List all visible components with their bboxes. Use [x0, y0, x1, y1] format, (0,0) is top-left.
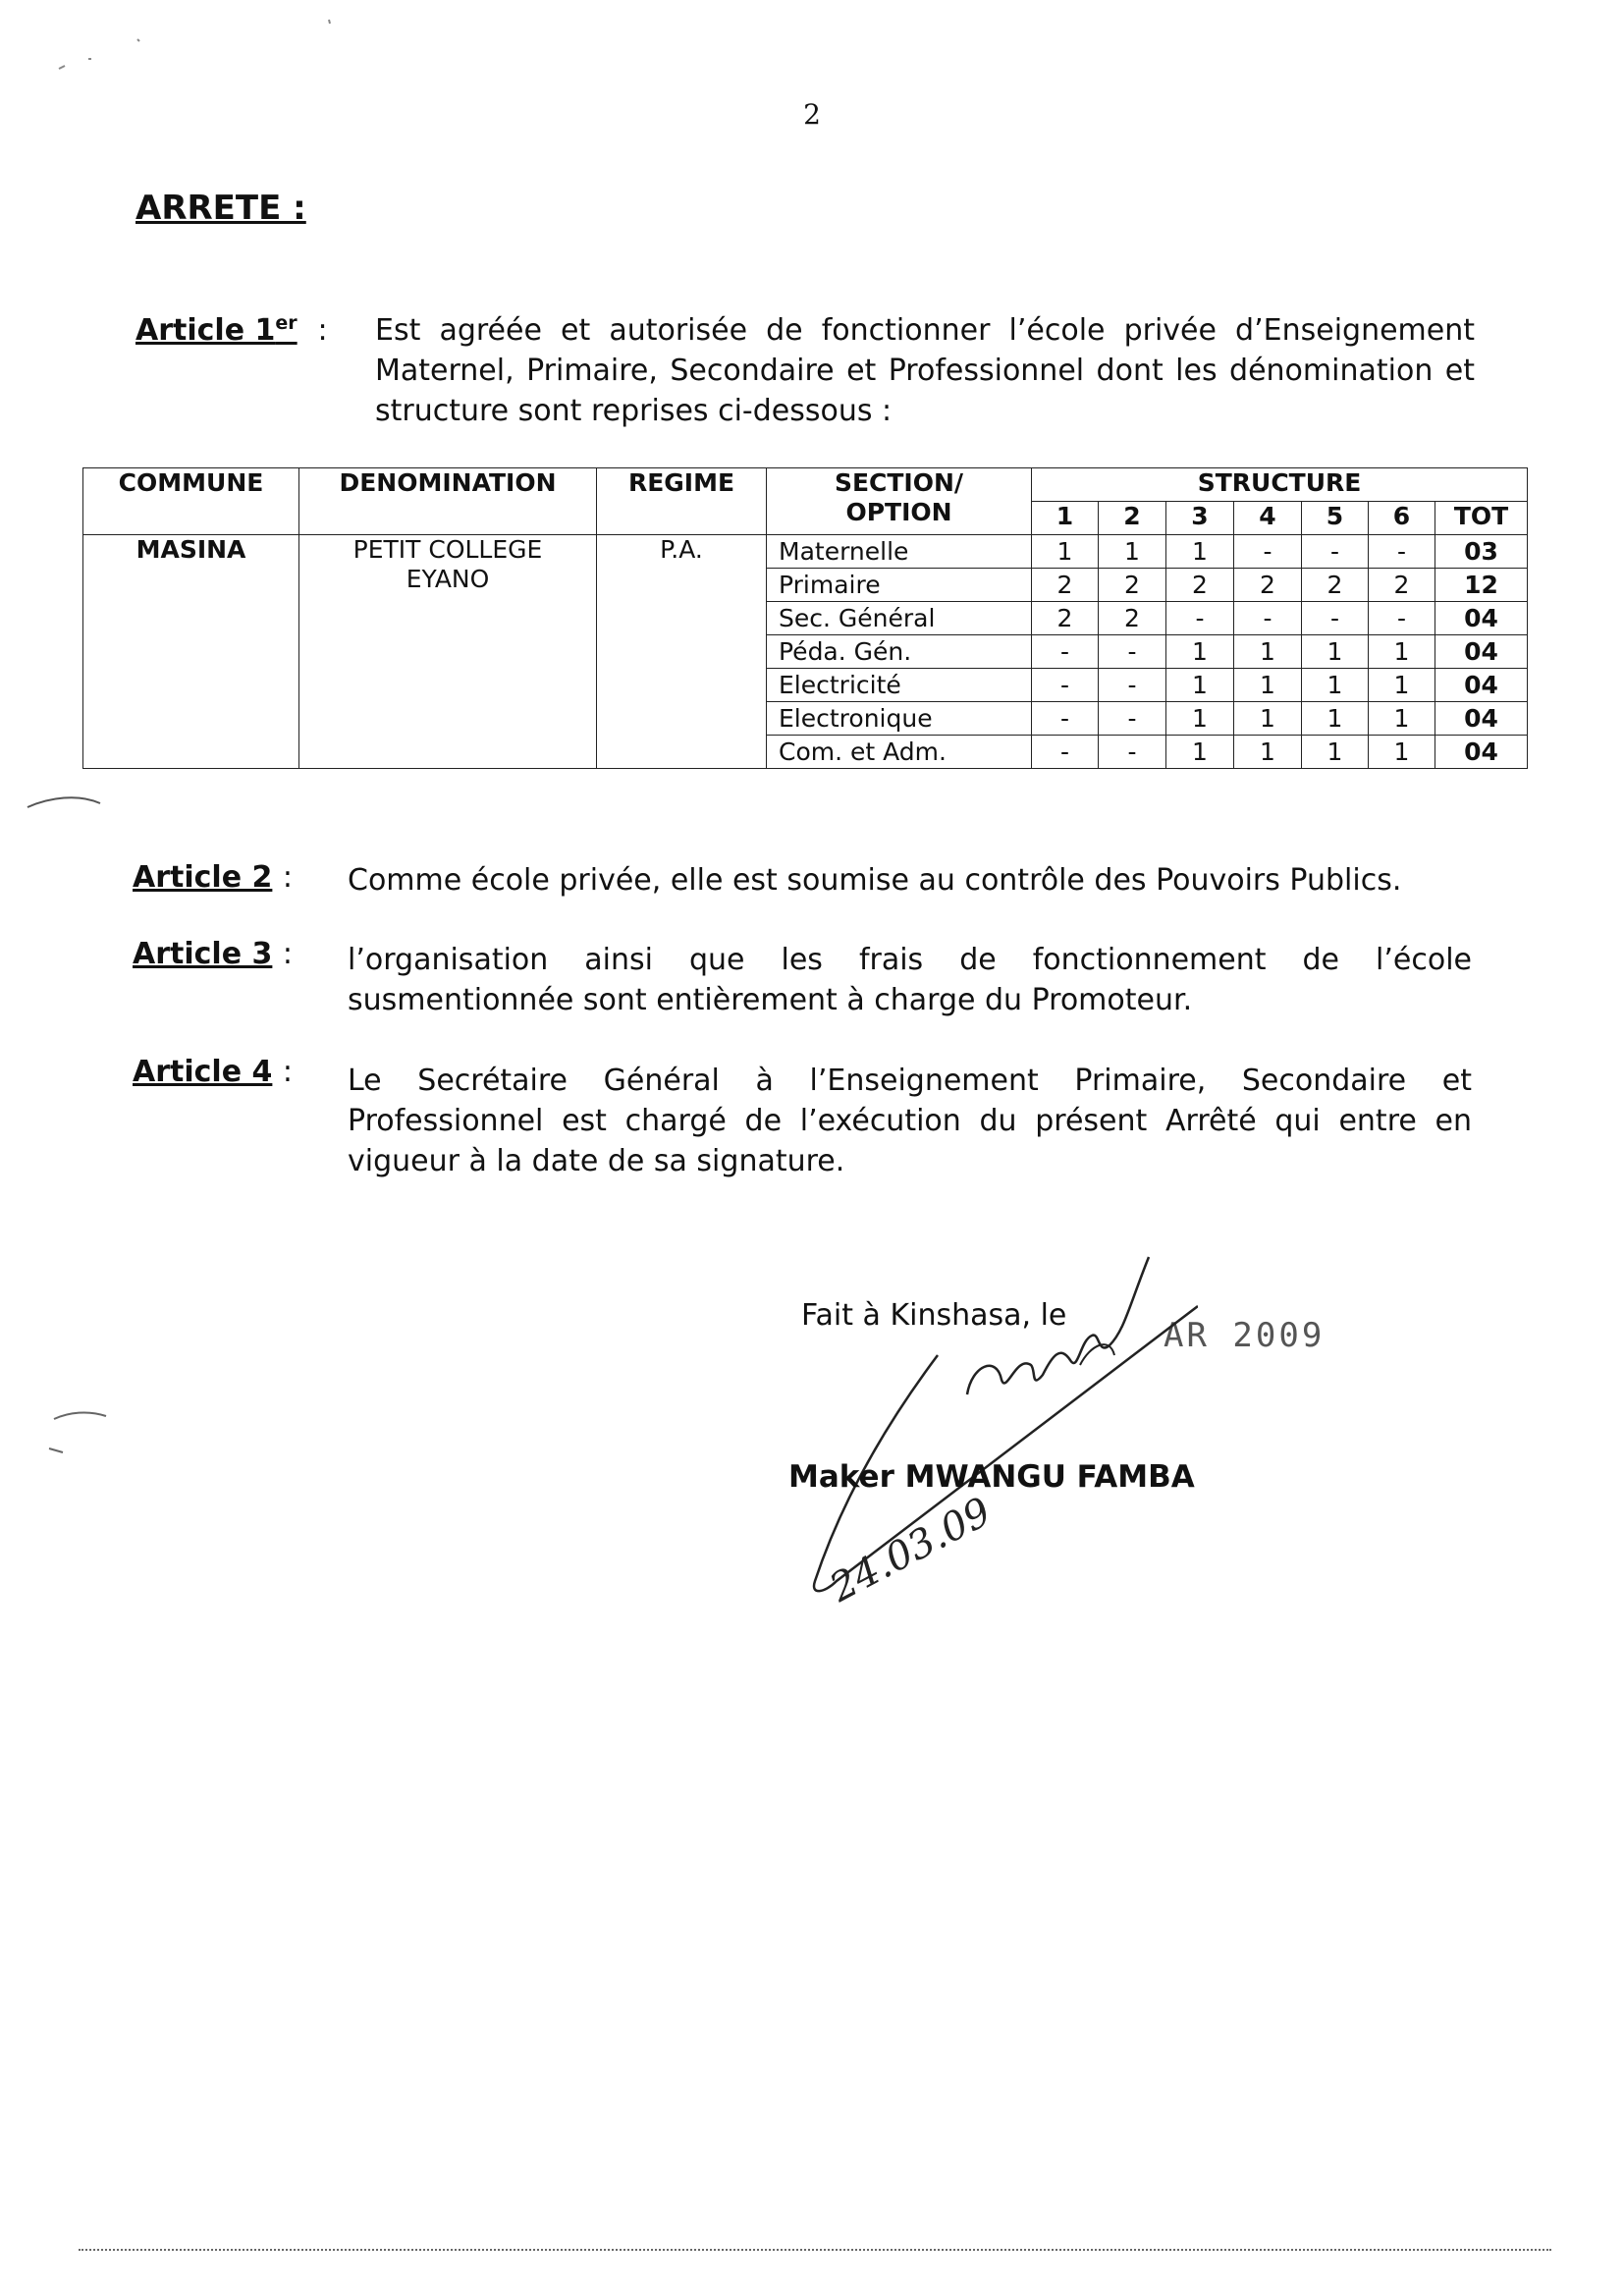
handwritten-date: 24.03.09 — [823, 1489, 999, 1611]
value-cell: 1 — [1369, 635, 1435, 669]
value-cell: 1 — [1302, 635, 1369, 669]
value-cell: - — [1369, 535, 1435, 569]
value-cell: 1 — [1166, 669, 1234, 702]
header-section-option: SECTION/ OPTION — [767, 468, 1032, 535]
denomination-cell: PETIT COLLEGE EYANO — [299, 535, 597, 769]
article-1-label: Article 1er : — [135, 312, 328, 348]
value-cell: 2 — [1369, 569, 1435, 602]
document-heading: ARRETE : — [135, 189, 306, 228]
value-cell: 1 — [1166, 702, 1234, 736]
total-cell: 04 — [1435, 736, 1528, 769]
value-cell: - — [1032, 736, 1099, 769]
section-cell: Electronique — [767, 702, 1032, 736]
header-year: 1 — [1032, 502, 1099, 535]
value-cell: 1 — [1166, 635, 1234, 669]
value-cell: 1 — [1099, 535, 1166, 569]
page-number: 2 — [803, 98, 821, 131]
header-year: 6 — [1369, 502, 1435, 535]
value-cell: 2 — [1166, 569, 1234, 602]
value-cell: 1 — [1032, 535, 1099, 569]
value-cell: 2 — [1032, 602, 1099, 635]
value-cell: - — [1099, 702, 1166, 736]
value-cell: - — [1099, 669, 1166, 702]
article-1-text: Est agréée et autorisée de fonctionner l’école privée d’Enseignement Maternel, Primaire, Secondaire et Professionnel dont les dénomination et structure sont reprises ci-dessous : — [375, 313, 1475, 428]
value-cell: 1 — [1234, 736, 1302, 769]
article-2-label: Article 2 : — [133, 860, 293, 895]
value-cell: 2 — [1099, 569, 1166, 602]
value-cell: 1 — [1302, 702, 1369, 736]
value-cell: - — [1032, 669, 1099, 702]
value-cell: 1 — [1166, 535, 1234, 569]
value-cell: 2 — [1032, 569, 1099, 602]
value-cell: - — [1234, 535, 1302, 569]
section-cell: Electricité — [767, 669, 1032, 702]
article-4-text: Le Secrétaire Général à l’Enseignement Primaire, Secondaire et Professionnel est chargé de l’exécution du présent Arrêté qui entre en vigueur à la date de sa signature. — [348, 1064, 1472, 1178]
header-regime: REGIME — [597, 468, 767, 535]
header-year: 4 — [1234, 502, 1302, 535]
header-year: 5 — [1302, 502, 1369, 535]
value-cell: 2 — [1099, 602, 1166, 635]
total-cell: 04 — [1435, 702, 1528, 736]
value-cell: - — [1032, 635, 1099, 669]
value-cell: 2 — [1302, 569, 1369, 602]
footer-scan-line — [79, 2249, 1551, 2251]
value-cell: - — [1302, 602, 1369, 635]
section-cell: Primaire — [767, 569, 1032, 602]
value-cell: 1 — [1234, 669, 1302, 702]
value-cell: - — [1369, 602, 1435, 635]
header-commune: COMMUNE — [83, 468, 299, 535]
total-cell: 04 — [1435, 635, 1528, 669]
section-cell: Com. et Adm. — [767, 736, 1032, 769]
value-cell: 1 — [1234, 702, 1302, 736]
place-date-line: Fait à Kinshasa, le — [801, 1298, 1067, 1333]
header-year: 3 — [1166, 502, 1234, 535]
total-cell: 03 — [1435, 535, 1528, 569]
header-year: 2 — [1099, 502, 1166, 535]
header-total: TOT — [1435, 502, 1528, 535]
article-3-text: l’organisation ainsi que les frais de fonctionnement de l’école susmentionnée sont entièrement à charge du Promoteur. — [348, 943, 1472, 1017]
article-4-label: Article 4 : — [133, 1055, 293, 1089]
value-cell: 1 — [1369, 702, 1435, 736]
value-cell: 1 — [1369, 669, 1435, 702]
signatory-name: Maker MWANGU FAMBA — [788, 1459, 1195, 1495]
value-cell: - — [1302, 535, 1369, 569]
value-cell: 1 — [1302, 736, 1369, 769]
value-cell: 1 — [1166, 736, 1234, 769]
value-cell: - — [1166, 602, 1234, 635]
value-cell: - — [1099, 736, 1166, 769]
total-cell: 12 — [1435, 569, 1528, 602]
section-cell: Maternelle — [767, 535, 1032, 569]
value-cell: 1 — [1302, 669, 1369, 702]
regime-cell: P.A. — [597, 535, 767, 769]
value-cell: 1 — [1369, 736, 1435, 769]
total-cell: 04 — [1435, 602, 1528, 635]
article-3-label: Article 3 : — [133, 937, 293, 971]
header-structure: STRUCTURE — [1032, 468, 1528, 502]
value-cell: 2 — [1234, 569, 1302, 602]
value-cell: - — [1032, 702, 1099, 736]
section-cell: Sec. Général — [767, 602, 1032, 635]
section-cell: Péda. Gén. — [767, 635, 1032, 669]
commune-cell: MASINA — [83, 535, 299, 769]
value-cell: - — [1099, 635, 1166, 669]
value-cell: 1 — [1234, 635, 1302, 669]
date-stamp: AR 2009 — [1164, 1316, 1326, 1355]
value-cell: - — [1234, 602, 1302, 635]
total-cell: 04 — [1435, 669, 1528, 702]
header-denomination: DENOMINATION — [299, 468, 597, 535]
article-2-text: Comme école privée, elle est soumise au contrôle des Pouvoirs Publics. — [348, 863, 1402, 898]
